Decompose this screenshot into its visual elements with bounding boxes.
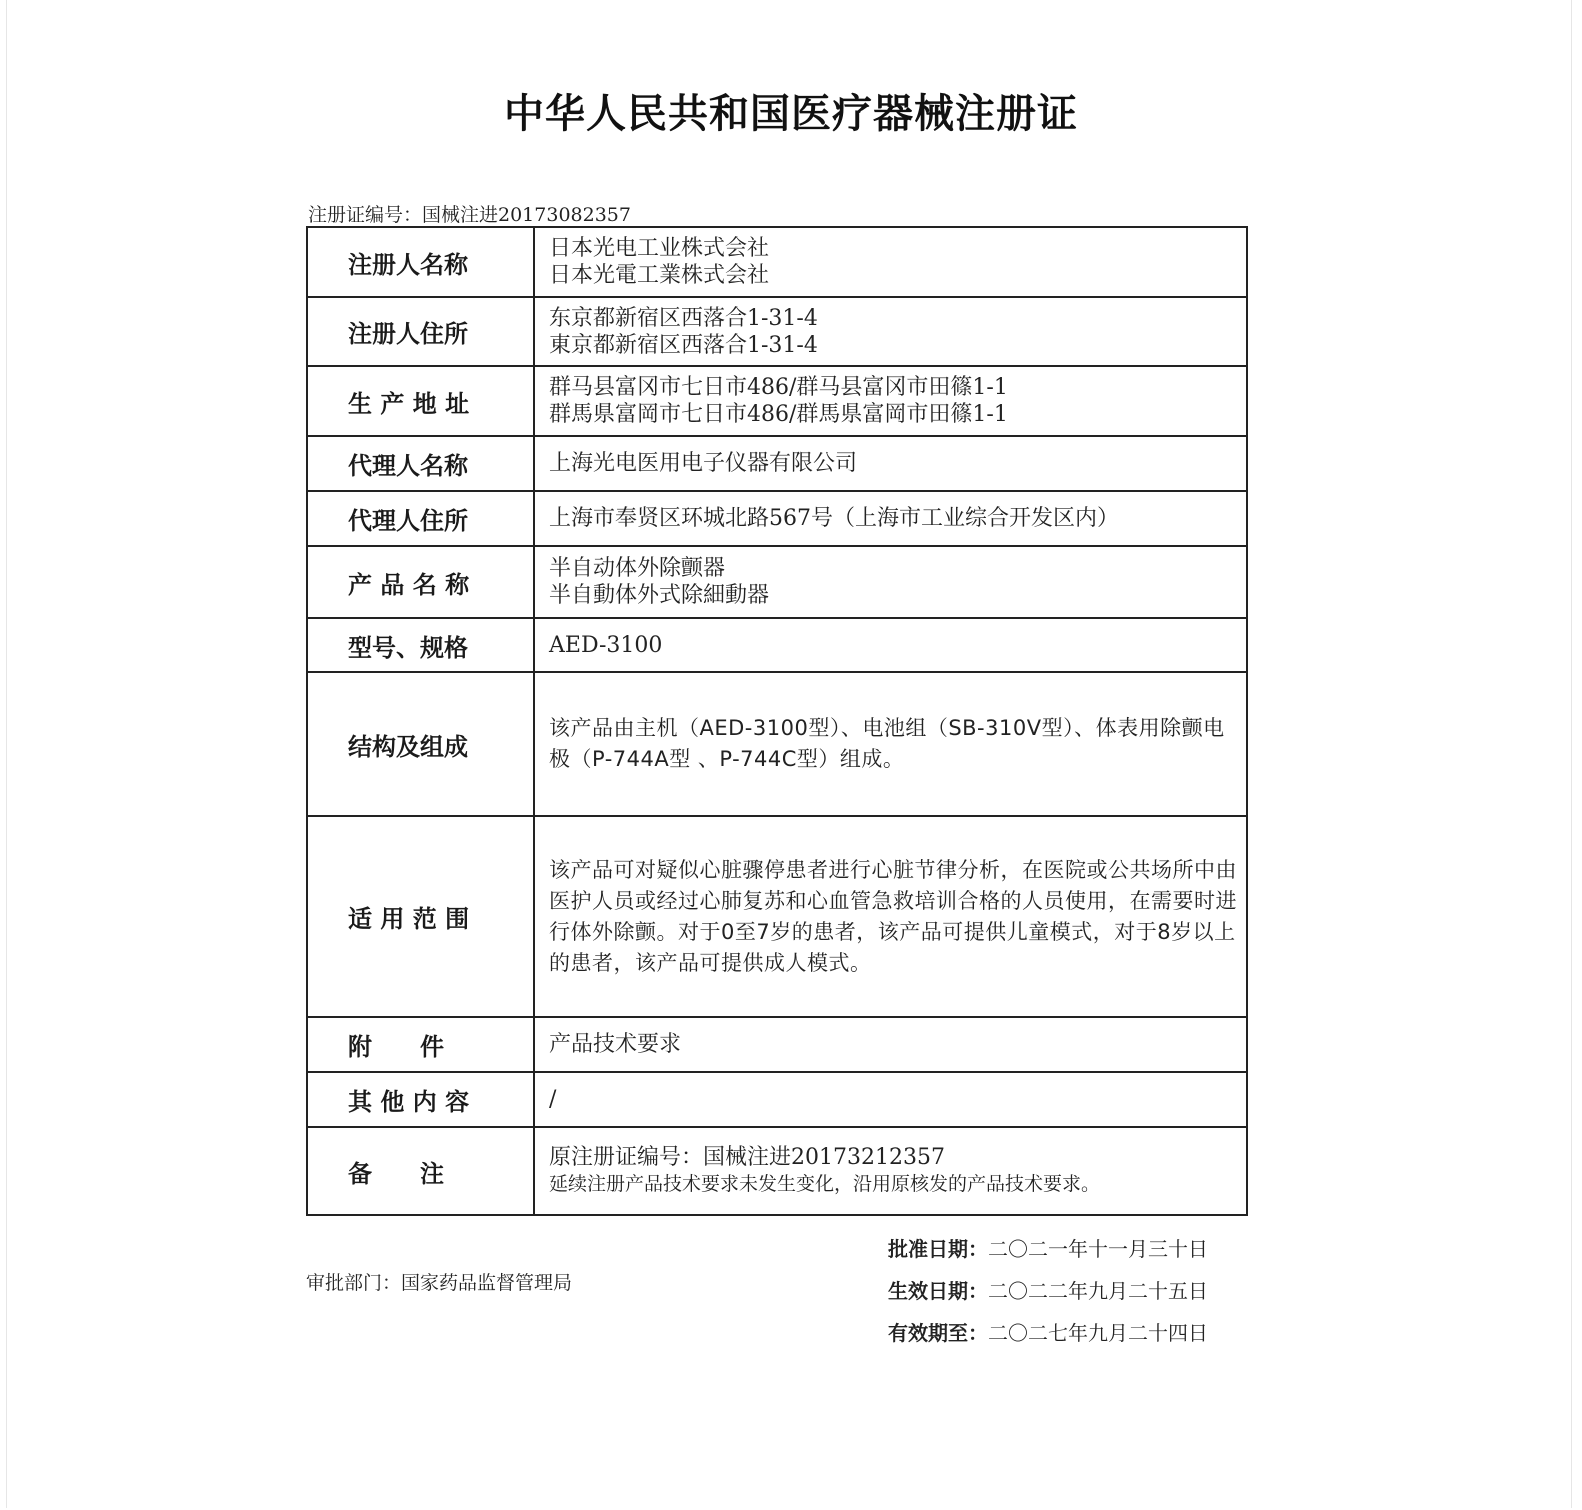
row-model-spec — [307, 618, 1247, 672]
value-line: 群馬県富岡市七日市486/群馬県富岡市田篠1-1 — [549, 402, 1008, 427]
value-line: 群马县富冈市七日市486/群马县富冈市田篠1-1 — [549, 375, 1008, 400]
row-production-address — [307, 366, 1247, 436]
date-value: 二〇二一年十一月三十日 — [988, 1237, 1208, 1261]
field-label: 备 注 — [307, 1127, 534, 1215]
field-label: 其 他 内 容 — [307, 1072, 534, 1127]
value-line: 東京都新宿区西落合1-31-4 — [549, 332, 818, 358]
field-label: 注册人名称 — [307, 227, 534, 297]
field-label: 代理人名称 — [307, 436, 534, 491]
row-scope — [307, 816, 1247, 1017]
effective-date — [888, 1270, 1208, 1312]
field-label: 型号、规格 — [307, 618, 534, 672]
field-value: 该产品由主机（AED-3100型）、电池组（SB-310V型）、体表用除颤电极（P-744A型 、P-744C型）组成。 — [534, 672, 1247, 816]
date-label: 批准日期： — [888, 1237, 988, 1261]
row-registrant-address — [307, 297, 1247, 366]
date-value: 二〇二七年九月二十四日 — [988, 1321, 1208, 1345]
field-value — [534, 297, 1247, 366]
registration-number: 注册证编号：国械注进20173082357 — [308, 204, 631, 226]
value-line: 产品技术要求 — [549, 1032, 682, 1057]
row-product-name — [307, 546, 1247, 618]
field-value — [534, 1017, 1247, 1072]
value-line: 日本光电工业株式会社 — [549, 236, 770, 261]
value-line: AED-3100 — [549, 632, 663, 658]
field-label: 注册人住所 — [307, 297, 534, 366]
value-line: 上海光电医用电子仪器有限公司 — [549, 451, 858, 476]
field-label: 适 用 范 围 — [307, 816, 534, 1017]
value-line: / — [549, 1087, 557, 1112]
field-label: 结构及组成 — [307, 672, 534, 816]
row-registrant-name — [307, 227, 1247, 297]
approval-department: 审批部门：国家药品监督管理局 — [306, 1272, 573, 1294]
field-value — [534, 1072, 1247, 1127]
row-attachments — [307, 1017, 1247, 1072]
field-value — [534, 1127, 1247, 1215]
field-value — [534, 546, 1247, 618]
field-value — [534, 436, 1247, 491]
value-line: 上海市奉贤区环城北路567号（上海市工业综合开发区内） — [549, 506, 1119, 531]
row-agent-address — [307, 491, 1247, 546]
approval-date — [888, 1228, 1208, 1270]
date-block — [888, 1228, 1208, 1354]
field-label: 产 品 名 称 — [307, 546, 534, 618]
field-label: 代理人住所 — [307, 491, 534, 546]
field-value — [534, 491, 1247, 546]
certificate-table — [306, 226, 1248, 1216]
value-line: 原注册证编号：国械注进20173212357 — [549, 1145, 945, 1170]
value-line: 半自动体外除颤器 — [549, 556, 726, 581]
value-line: 日本光電工業株式会社 — [549, 263, 770, 288]
field-value — [534, 227, 1247, 297]
row-remarks — [307, 1127, 1247, 1215]
date-value: 二〇二二年九月二十五日 — [988, 1279, 1208, 1303]
value-line: 东京都新宿区西落合1-31-4 — [549, 305, 818, 331]
expiry-date — [888, 1312, 1208, 1354]
field-label: 附 件 — [307, 1017, 534, 1072]
field-value — [534, 366, 1247, 436]
value-line: 延续注册产品技术要求未发生变化，沿用原核发的产品技术要求。 — [549, 1173, 1101, 1195]
row-structure — [307, 672, 1247, 816]
document-title: 中华人民共和国医疗器械注册证 — [504, 91, 1078, 137]
row-other — [307, 1072, 1247, 1127]
field-label: 生 产 地 址 — [307, 366, 534, 436]
date-label: 生效日期： — [888, 1279, 988, 1303]
field-value — [534, 618, 1247, 672]
value-line: 半自動体外式除細動器 — [549, 583, 770, 608]
date-label: 有效期至： — [888, 1321, 988, 1345]
field-value: 该产品可对疑似心脏骤停患者进行心脏节律分析，在医院或公共场所中由医护人员或经过心肺复苏和心血管急救培训合格的人员使用，在需要时进行体外除颤。对于0至7岁的患者，该产品可提供儿童模式，对于8岁以上的患者，该产品可提供成人模式。 — [534, 816, 1247, 1017]
row-agent-name — [307, 436, 1247, 491]
